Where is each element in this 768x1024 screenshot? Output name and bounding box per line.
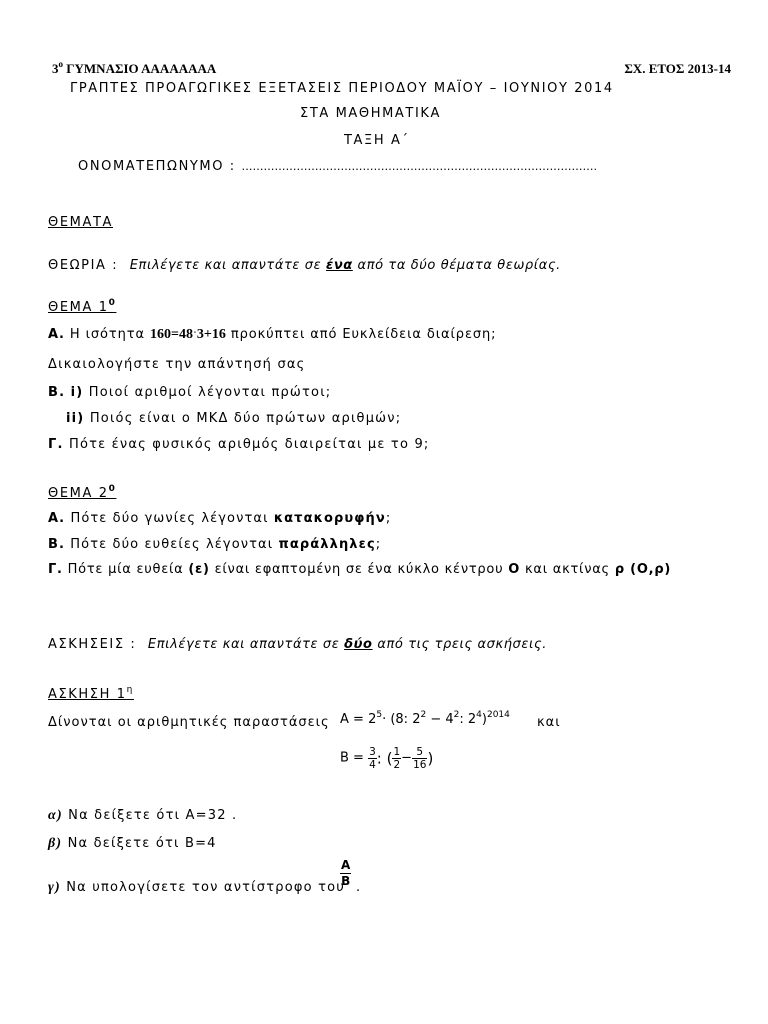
theory-label: ΘΕΩΡΙΑ : [48, 258, 119, 273]
exercises-instruction: Επιλέγετε και απαντάτε σε δύο από τις τρεις ασκήσεις. [147, 637, 547, 652]
name-line [78, 159, 597, 174]
fraction-end: . [356, 880, 361, 895]
themes-heading: ΘΕΜΑΤΑ [48, 215, 113, 230]
exercises-label: ΑΣΚΗΣΕΙΣ : [48, 637, 137, 652]
theme2-question-a: Α. Πότε δύο γωνίες λέγονται κατακορυφήν; [48, 511, 392, 526]
theme2-question-c: Γ. Πότε μία ευθεία (ε) είναι εφαπτομένη σε ένα κύκλο κέντρου Ο και ακτίνας ρ (Ο,ρ) [48, 562, 672, 577]
school-year: ΣΧ. ΕΤΟΣ 2013-14 [624, 61, 731, 76]
exam-class: ΤΑΞΗ Α΄ [344, 133, 410, 148]
theme2-heading: ΘΕΜΑ $2^0$ [48, 484, 117, 501]
theme1-question-c: Γ. Πότε ένας φυσικός αριθμός διαιρείται με το 9; [48, 437, 430, 452]
theme1-heading: ΘΕΜΑ $1^0$ [48, 298, 117, 315]
theory-instruction: Επιλέγετε και απαντάτε σε ένα από τα δύο θέματα θεωρίας. [129, 258, 561, 273]
exercise1-part-c: γ) Να υπολογίσετε τον αντίστροφο του [48, 880, 346, 895]
theme1-question-b-ii: ii) Ποιός είναι ο ΜΚΔ δύο πρώτων αριθμών; [66, 411, 402, 426]
exercise1-heading: ΑΣΚΗΣΗ $1^\eta$ [48, 685, 134, 702]
exercise1-part-b: β) Να δείξετε ότι Β=4 [48, 836, 217, 851]
exercise1-given: Δίνονται οι αριθμητικές παραστάσεις [48, 715, 330, 730]
theme1-question-a: Α. Η ισότητα 160=48ˑ3+16 προκύπτει από Ευκλείδεια διαίρεση; [48, 327, 497, 342]
expression-B: B = $\frac{3}{4}$ : ( $\frac{1}{2}$ − $\frac{5}{16}$ ) [340, 746, 434, 771]
name-field[interactable]: ……………………………………………………………………………………. [241, 160, 598, 173]
exam-title: ΓΡΑΠΤΕΣ ΠΡΟΑΓΩΓΙΚΕΣ ΕΞΕΤΑΣΕΙΣ ΠΕΡΙΟΔΟΥ ΜΑΪΟΥ – ΙΟΥΝΙΟΥ 2014 [70, 81, 614, 96]
name-label: ΟΝΟΜΑΤΕΠΩΝΥΜΟ : [78, 159, 236, 174]
school-name: $3^o$ ΓΥΜΝΑΣΙΟ ΑΑΑΑΑΑΑΑ [52, 59, 217, 76]
theme2-question-b: Β. Πότε δύο ευθείες λέγονται παράλληλες; [48, 537, 382, 552]
exam-subject: ΣΤΑ ΜΑΘΗΜΑΤΙΚΑ [300, 106, 441, 121]
exercises-line [48, 637, 547, 652]
theme1-justify: Δικαιολογήστε την απάντησή σας [48, 357, 306, 372]
exercise1-part-a: α) Να δείξετε ότι Α=32 . [48, 808, 238, 823]
theory-line [48, 258, 561, 273]
theme1-question-b-i: Β. i) Ποιοί αριθμοί λέγονται πρώτοι; [48, 385, 332, 400]
expression-A: $A = 2^5\cdot (8$: $2^2 - 4^2$: $2^4)^{2014}$ [340, 710, 510, 727]
fraction-A-over-B: A B [341, 858, 351, 888]
and-word: και [537, 715, 561, 730]
